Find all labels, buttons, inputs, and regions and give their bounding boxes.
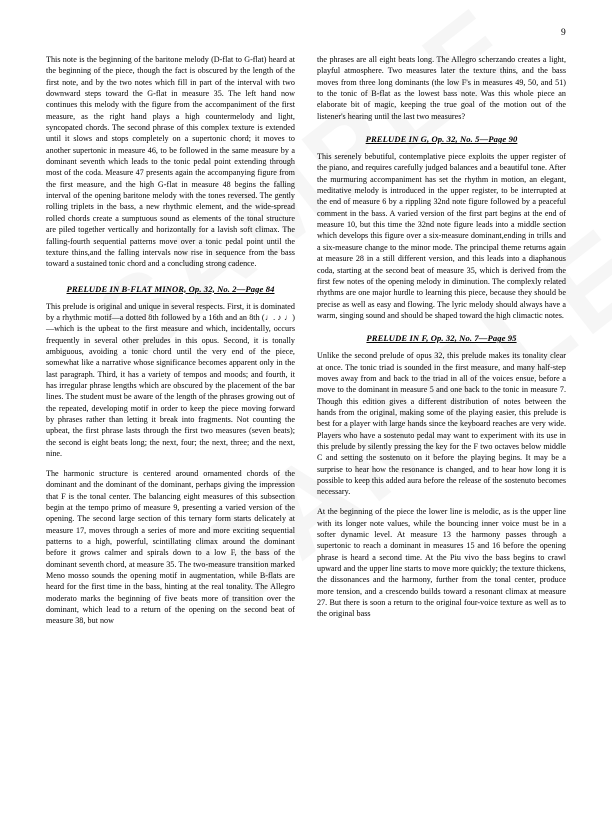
paragraph: the phrases are all eight beats long. The Allegro scherzando creates a light, playful atmosphere. Two measures later the texture thins, and the bass moves from three long dominants (the low F's in measures 49, 50, and 51) to the tonic of B-flat as the lowest bass note. Was this whole piece an elaborate bit of magic, keeping the true goal of the motion out of the listener's hearing until the last two measures?: [317, 55, 566, 121]
left-column: [46, 54, 295, 627]
paragraph: This note is the beginning of the baritone melody (D-flat to G-flat) heard at the beginning of the piece, though the fact is obscured by the length of the first note, and by the two notes which fill in part of the interval with two downward steps toward the G-flat in measure 35. The left hand now continues this melody with the figure from the accompaniment of the first measure, as the right hand plays a high countermelody and light, syncopated chords. The second phrase of this complex texture is extended until it slows and stops completely on a supertonic chord; it moves to another supertonic in measure 46, to be followed in the same measure by a dominant seventh which leads to the tonic pedal point extending through most of the coda. Measure 47 presents again the accompanying figure from the first measure, and the high G-flat in measure 48 begins the falling interval of the opening baritone melody with the tones reversed. The gently rolling triplets in the bass, a new rhythmic element, and the wide-spread rolled chords create a sumptuous sound as elements of the tonal structure are piled together vertically and horizontally for a lavish soft climax. The falling-fourth sequential patterns move over a tonic pedal point until the texture thins,and the falling intervals now rise in sequence from the bass toward a sustained tonic chord and a concluding strong cadence.: [46, 55, 295, 269]
paragraph: Unlike the second prelude of opus 32, this prelude makes its tonality clear at once. The tonic triad is sounded in the first measure, and many half-step moves away from and back to the triad in all of the voices ensue, before a move to the dominant in measure 5 and one back to the tonic in measure 7. Though this edition gives a different distribution of notes between the hands from the original, making some of the playing easier, this prelude is best for a player with large hands since the keyboard reaches are very wide. Players who have a sostenuto pedal may want to experiment with its use in this prelude by silently pressing the key for the F two octaves below middle C and setting the sostenuto on it before the playing begins. It may be a surprise to hear how the resonance is changed, and to hear how long it is possible to keep this added aura before the release of the sostenuto becomes necessary.: [317, 351, 566, 497]
paragraph: This serenely bebutiful, contemplative piece exploits the upper register of the piano, and requires carefully judged balances and a beautiful tone. After the murmuring accompaniment has set the rhythm in motion, an elegant, meditative melody is introduced in the upper register, to be interrupted at the end of measure 6 by a rippling 32nd note figure followed by a peaceful comment in the bass. A varied version of the first part begins at the end of measure 10, but this time the 32nd note figure leads into a middle section which develops this figure over a six-measure dominant,ending in trills and a six-measure change to the minor mode. The principal theme returns again at measure 28 in a still different version, and this leads into a diaphanous coda, starting at the second beat of measure 35, which is derived from the first few notes of the opening melody in diminution. The complexly related rhythms are one major hurdle to learning this piece, because they should be precise as well as easy and flowing. The lyric melody should always have a warm, singing sound and should be shaped toward the high climactic notes.: [317, 152, 566, 320]
page-number: 9: [561, 28, 566, 38]
two-column-layout: [46, 54, 566, 627]
section-heading-prelude-g: PRELUDE IN G, Op. 32, No. 5—Page 90: [365, 134, 518, 145]
paragraph: The harmonic structure is centered around ornamented chords of the dominant and the dominant of the dominant, perhaps giving the impression that F is the tonal center. The balancing eight measures of this subsection begin at the tempo primo of measure 9, presenting a varied version of the opening. The second large section of this ternary form starts delicately at measure 17, moves through a series of more and more exciting sequential patterns to a high, powerful, scintillating climax around the dominant before it grows calmer and spirals down to a low F, the bass of the dominant seventh chord, at measure 35. The two-measure transition marked Meno mosso sounds the opening motif in augmentation, while B-flats are heard for the first time in the bass, hinting at the real tonality. The Allegro moderato marks the beginning of five beats more of transition over the dominant, which lead to a return of the opening on the second beat of measure 38, but now: [46, 468, 295, 626]
paragraph: At the beginning of the piece the lower line is melodic, as is the upper line with its longer note values, while the bouncing inner voice must be in a softer dynamic level. At measure 13 the harmony passes through a supertonic to reach a dominant in measures 15 and 16 before the opening phrase is heard a second time. At the Piu vivo the bass begins to crawl upward and the upper line starts to move more quickly; the texture thickens, the dissonances and the harmony, further from the tonal center, produce more tension, and a crescendo builds toward a resonant climax at measure 27. But there is soon a return to the original four-voice texture as well as to the original bass: [317, 507, 566, 619]
section-heading-prelude-b-flat-minor: PRELUDE IN B-FLAT MINOR, Op. 32, No. 2—Page 84: [66, 283, 275, 294]
section-heading-prelude-f: PRELUDE IN F, Op. 32, No. 7—Page 95: [366, 333, 517, 344]
right-column: [317, 54, 566, 620]
paragraph: This prelude is original and unique in several respects. First, it is dominated by a rhythmic motif—a dotted 8th followed by a 16th and an 8th (♩. ♪ ♩)—which is the upbeat to the first measure and which, incidentally, occurs frequently in several other preludes in this opus. Second, it is tonally ambiguous, avoiding a tonic chord until the very end of the piece, somewhat like a narrative whose significance becomes apparent only in the last paragraph. Third, it has a variety of tempos and moods; and fourth, it has irregular phrase lengths which are obscured by the placement of the bar lines. The student must be aware of the length of the phrases growing out of the repeated, developing motif in order to keep the piece moving forward by phrases rather than letting it break into fragments. Not counting the upbeat, the first phrase lasts through the first two measures (seven beats); the second is eight beats long; the next, four; the next, three; and the next, nine.: [46, 301, 295, 458]
